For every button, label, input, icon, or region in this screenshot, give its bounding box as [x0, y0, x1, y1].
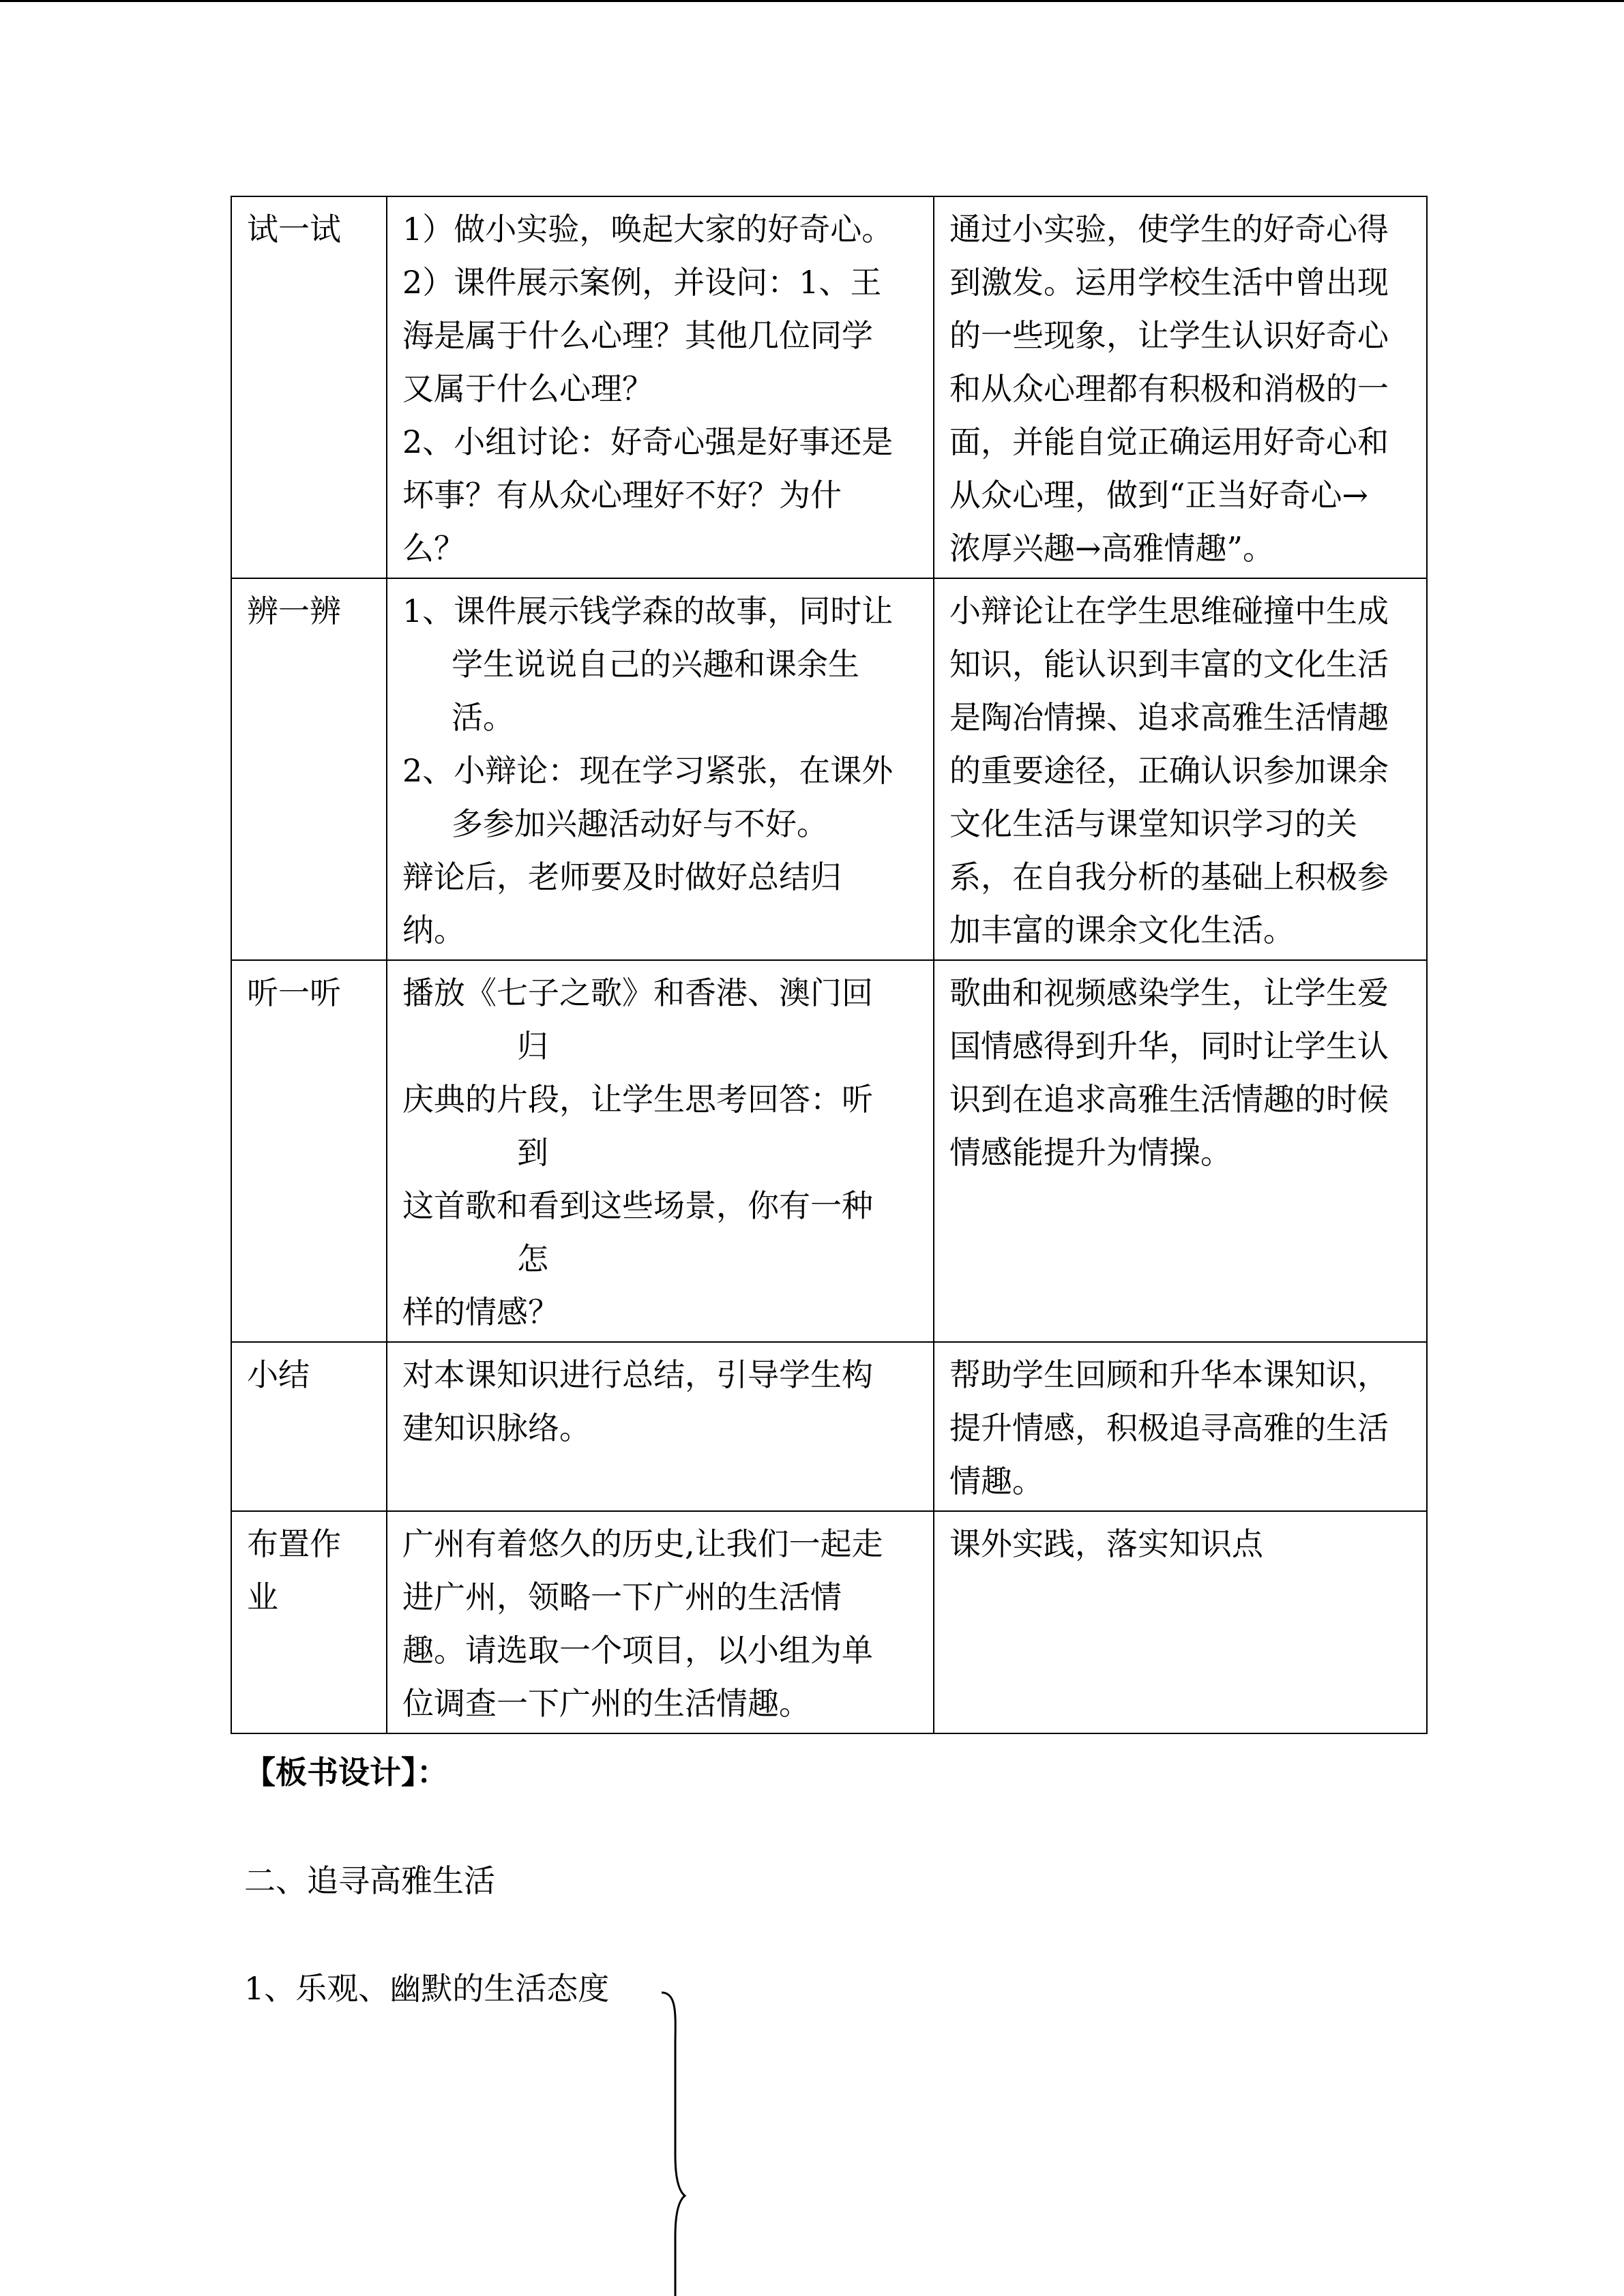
text-line: 情感能提升为情操。 — [949, 1134, 1232, 1171]
text-line: 2）课件展示案例，并设问：1、王 — [402, 264, 882, 301]
text-line: 布置作 — [247, 1525, 341, 1562]
text-line: 听一听 — [247, 974, 341, 1011]
activity-cell — [387, 1511, 934, 1733]
text-line: 识到在追求高雅生活情趣的时候 — [949, 1081, 1389, 1118]
text-line: 小结 — [247, 1356, 310, 1393]
text-line: 到激发。运用学校生活中曾出现 — [949, 264, 1389, 301]
activity-cell — [387, 196, 934, 578]
text-line: 文化生活与课堂知识学习的关 — [949, 805, 1357, 842]
text-line: 课外实践，落实知识点 — [949, 1525, 1263, 1562]
text-line: 庆典的片段，让学生思考回答：听 — [402, 1081, 873, 1118]
text-line: 浓厚兴趣→高雅情趣”。 — [949, 530, 1275, 567]
text-line: 从众心理，做到“正当好奇心→ — [949, 477, 1369, 513]
text-line: 样的情感？ — [402, 1294, 559, 1330]
purpose-cell — [934, 196, 1427, 578]
text-line: 归 — [517, 1028, 548, 1064]
text-line: 1）做小实验，唤起大家的好奇心。 — [402, 211, 894, 248]
board-point-1: 1、乐观、幽默的生活态度 — [244, 1970, 610, 2007]
purpose-cell — [934, 1342, 1427, 1511]
text-line: 帮助学生回顾和升华本课知识， — [949, 1356, 1389, 1393]
text-line: 2、小辩论：现在学习紧张，在课外 — [402, 752, 894, 789]
text-line: 提升情感，积极追寻高雅的生活 — [949, 1410, 1389, 1446]
text-line: 的一些现象，让学生认识好奇心 — [949, 317, 1389, 354]
text-line: 坏事？有从众心理好不好？为什 — [402, 477, 842, 513]
text-line: 业 — [247, 1579, 278, 1615]
text-line: 到 — [517, 1134, 548, 1171]
lesson-plan-table — [231, 196, 1428, 1734]
text-line: 加丰富的课余文化生活。 — [949, 912, 1295, 949]
right-brace-icon — [655, 1991, 709, 2296]
stage-cell — [231, 960, 387, 1342]
board-section-title: 二、追寻高雅生活 — [244, 1862, 495, 1899]
text-line: 系，在自我分析的基础上积极参 — [949, 859, 1389, 895]
stage-cell — [231, 1511, 387, 1733]
text-line: 又属于什么心理？ — [402, 370, 653, 407]
text-line: 怎 — [517, 1240, 548, 1277]
text-line: 建知识脉络。 — [402, 1410, 591, 1446]
text-line: 海是属于什么心理？其他几位同学 — [402, 317, 873, 354]
text-line: 这首歌和看到这些场景，你有一种 — [402, 1187, 873, 1224]
text-line: 试一试 — [247, 211, 341, 248]
text-line: 情趣。 — [949, 1463, 1044, 1500]
text-line: 活。 — [452, 699, 514, 736]
activity-cell — [387, 960, 934, 1342]
board-design-heading: 【板书设计】： — [244, 1754, 448, 1791]
text-line: 1、课件展示钱学森的故事，同时让 — [402, 593, 894, 629]
text-line: 辨一辨 — [247, 593, 341, 629]
table-row — [231, 196, 1427, 578]
text-line: 辩论后，老师要及时做好总结归 — [402, 859, 842, 895]
table-row — [231, 1342, 1427, 1511]
purpose-cell — [934, 1511, 1427, 1733]
text-line: 广州有着悠久的历史,让我们一起走 — [402, 1525, 883, 1562]
text-line: 的重要途径，正确认识参加课余 — [949, 752, 1389, 789]
text-line: 面，并能自觉正确运用好奇心和 — [949, 423, 1389, 460]
text-line: 进广州，领略一下广州的生活情 — [402, 1579, 842, 1615]
text-line: 是陶冶情操、追求高雅生活情趣 — [949, 699, 1389, 736]
text-line: 歌曲和视频感染学生，让学生爱 — [949, 974, 1389, 1011]
text-line: 对本课知识进行总结，引导学生构 — [402, 1356, 873, 1393]
stage-cell — [231, 1342, 387, 1511]
text-line: 和从众心理都有积极和消极的一 — [949, 370, 1389, 407]
activity-cell — [387, 1342, 934, 1511]
text-line: 小辩论让在学生思维碰撞中生成 — [949, 593, 1389, 629]
text-line: 趣。请选取一个项目，以小组为单 — [402, 1632, 873, 1669]
text-line: 纳。 — [402, 912, 465, 949]
text-line: 么？ — [402, 530, 465, 567]
page-top-border — [0, 0, 1624, 2]
activity-cell — [387, 578, 934, 960]
text-line: 国情感得到升华，同时让学生认 — [949, 1028, 1389, 1064]
text-line: 多参加兴趣活动好与不好。 — [452, 805, 828, 842]
table-row — [231, 578, 1427, 960]
text-line: 2、小组讨论：好奇心强是好事还是 — [402, 423, 894, 460]
stage-cell — [231, 196, 387, 578]
table-row — [231, 960, 1427, 1342]
purpose-cell — [934, 960, 1427, 1342]
text-line: 知识，能认识到丰富的文化生活 — [949, 646, 1389, 683]
text-line: 通过小实验，使学生的好奇心得 — [949, 211, 1389, 248]
purpose-cell — [934, 578, 1427, 960]
text-line: 位调查一下广州的生活情趣。 — [402, 1685, 810, 1722]
text-line: 学生说说自己的兴趣和课余生 — [452, 646, 859, 683]
table-row — [231, 1511, 1427, 1733]
stage-cell — [231, 578, 387, 960]
text-line: 播放《七子之歌》和香港、澳门回 — [402, 974, 873, 1011]
